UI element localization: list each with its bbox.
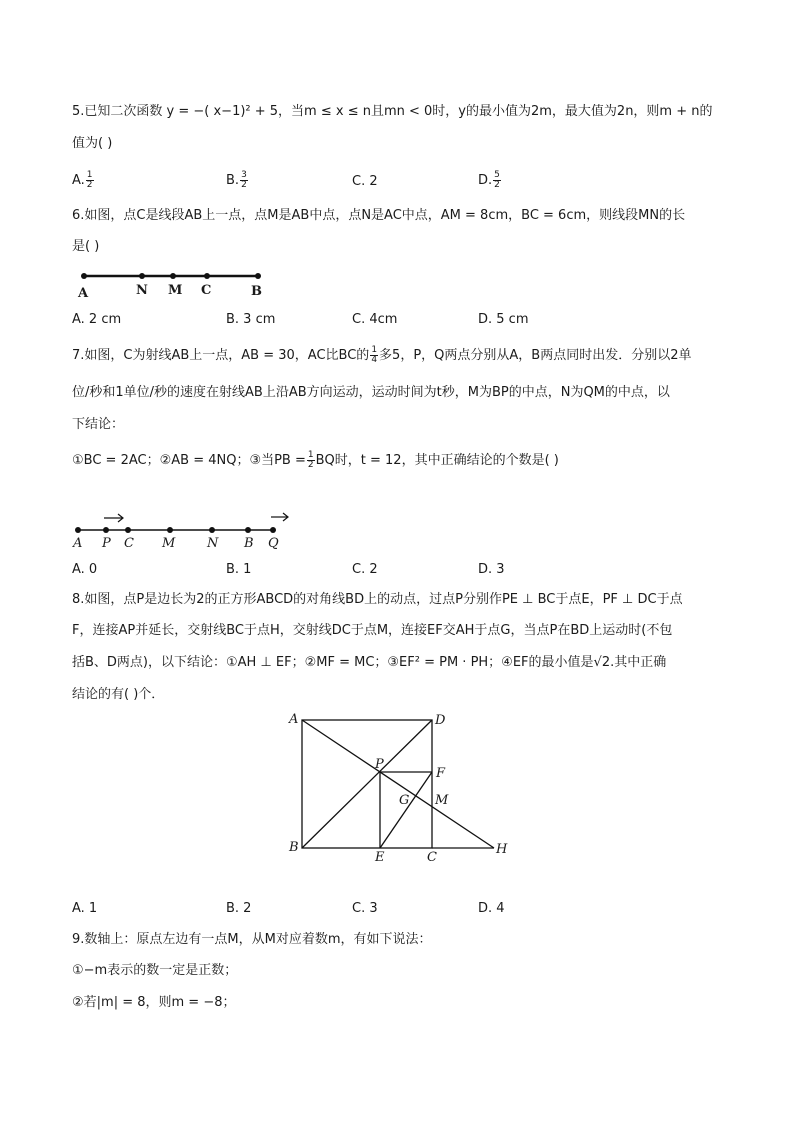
q5-option-a: A. $\frac{1}{2}$	[72, 170, 93, 190]
q8-label-h: H	[496, 842, 508, 857]
q8-stem-line2: F，连接AP并延长，交射线BC于点H，交射线DC于点M，连接EF交AH于点G，当点P在BD上运动时(不包	[72, 623, 673, 638]
q8-stem-line1: 8.如图，点P是边长为2的正方形ABCD的对角线BD上的动点，过点P分别作PE ⊥ BC于点E，PF ⊥ DC于点	[72, 592, 683, 607]
q6-label-c: C	[201, 283, 212, 298]
q8-label-c: C	[427, 850, 437, 865]
q8-label-m: M	[435, 793, 449, 808]
q6-stem-line2: 是( )	[72, 239, 100, 254]
q6-option-a: A. 2 cm	[72, 312, 122, 327]
q6-label-b: B	[251, 284, 262, 299]
q7-stem-line3: 下结论：	[72, 417, 125, 432]
q6-label-m: M	[168, 283, 183, 298]
q8-option-d: D. 4	[478, 901, 505, 916]
q8-stem-line4: 结论的有( )个．	[72, 687, 165, 702]
q8-label-a: A	[289, 712, 299, 727]
q7-stem-line2: 位/秒和1单位/秒的速度在射线AB上沿AB方向运动，运动时间为t秒，M为BP的中点，N为QM的中点，以	[72, 385, 670, 400]
q8-option-c: C. 3	[352, 901, 378, 916]
q7-stem-line1: 7.如图，C为射线AB上一点，AB = 30，AC比BC的 $\frac{1}{4}$ 多5，P，Q两点分别从A，B两点同时出发．分别以2单	[72, 345, 692, 365]
q6-option-c: C. 4cm	[352, 312, 398, 327]
q7-label-n: N	[207, 536, 219, 551]
q5-option-d: D. $\frac{5}{2}$	[478, 170, 500, 190]
q7-option-b: B. 1	[226, 562, 252, 577]
q9-statement-2: ②若|m| = 8，则m = −8；	[72, 995, 236, 1010]
q7-label-m: M	[162, 536, 176, 551]
q5-option-c: C. 2	[352, 174, 378, 189]
q7-option-a: A. 0	[72, 562, 98, 577]
q7-stem-line4: ①BC = 2AC；②AB = 4NQ；③当PB = $\frac{1}{2}$ BQ时，t = 12，其中正确结论的个数是( )	[72, 450, 559, 470]
q6-stem-line1: 6.如图，点C是线段AB上一点，点M是AB中点，点N是AC中点，AM = 8cm，BC = 6cm，则线段MN的长	[72, 208, 686, 223]
q7-label-a: A	[73, 536, 83, 551]
q8-label-d: D	[435, 713, 446, 728]
q5-stem-line1: 5.已知二次函数 y = −( x−1)² + 5，当m ≤ x ≤ n且mn < 0时，y的最小值为2m，最大值为2n，则m + n的	[72, 104, 713, 119]
q8-label-p: P	[375, 757, 384, 772]
q5-option-b: B. $\frac{3}{2}$	[226, 170, 247, 190]
q6-option-b: B. 3 cm	[226, 312, 276, 327]
q7-option-c: C. 2	[352, 562, 378, 577]
q8-square-figure	[284, 708, 514, 868]
q8-label-f: F	[436, 766, 446, 781]
q6-option-d: D. 5 cm	[478, 312, 529, 327]
q9-statement-1: ①−m表示的数一定是正数；	[72, 963, 238, 978]
q8-label-g: G	[399, 793, 410, 808]
q8-option-a: A. 1	[72, 901, 98, 916]
q6-label-a: A	[78, 286, 89, 301]
q7-label-b: B	[244, 536, 254, 551]
q6-label-n: N	[136, 283, 148, 298]
q8-option-b: B. 2	[226, 901, 252, 916]
q5-stem-line2: 值为( )	[72, 136, 113, 151]
q8-stem-line3: 括B、D两点)，以下结论：①AH ⊥ EF；②MF = MC；③EF² = PM · PH；④EF的最小值是√2.其中正确	[72, 655, 667, 670]
q8-label-e: E	[375, 850, 385, 865]
q9-stem-line1: 9.数轴上：原点左边有一点M，从M对应着数m，有如下说法：	[72, 932, 432, 947]
q7-label-p: P	[102, 536, 111, 551]
q7-ray-figure	[70, 508, 300, 538]
q7-label-q: Q	[268, 536, 279, 551]
q8-label-b: B	[289, 840, 299, 855]
q7-label-c: C	[124, 536, 134, 551]
q7-option-d: D. 3	[478, 562, 505, 577]
